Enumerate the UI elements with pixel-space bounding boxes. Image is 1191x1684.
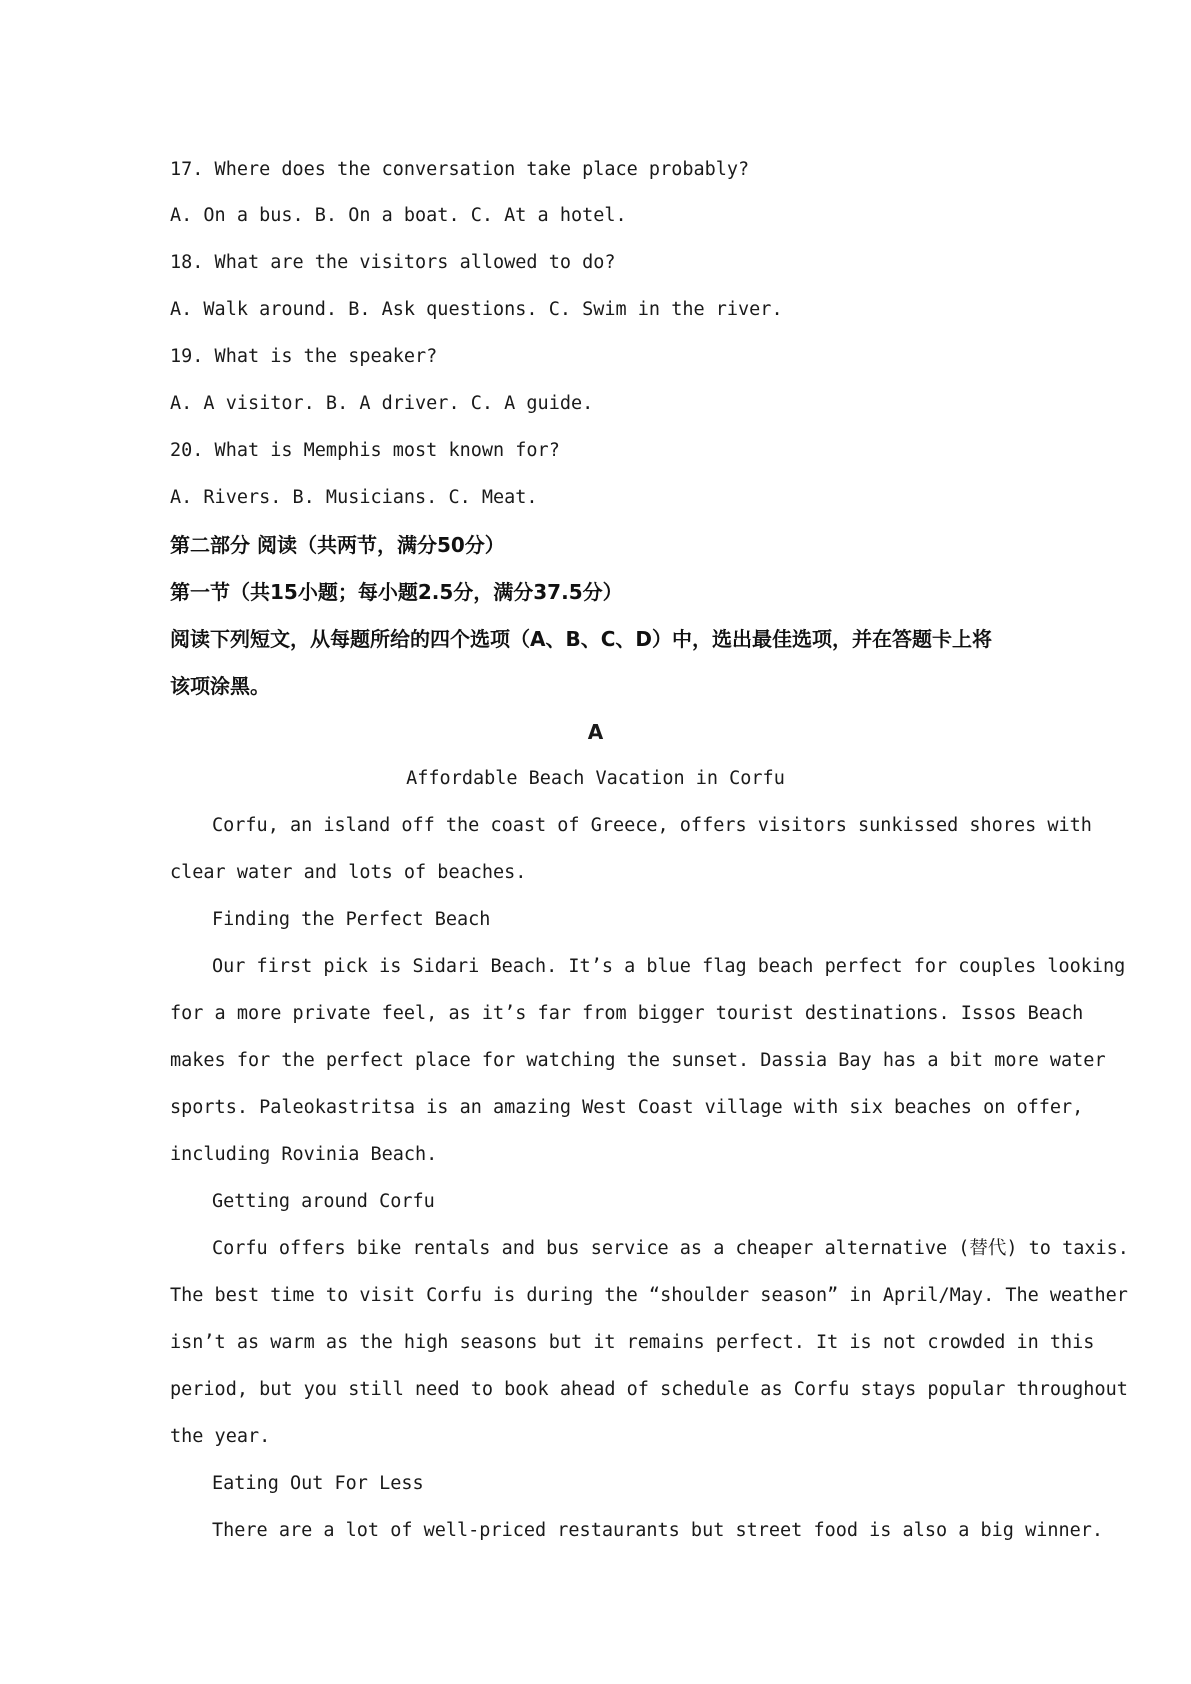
beach-paragraph-line-2: for a more private feel, as it’s far from bigger tourist destinations. Issos Beach — [170, 1003, 1084, 1024]
eating-paragraph-line-1: There are a lot of well-priced restaurants but street food is also a big winner. — [212, 1520, 1104, 1541]
intro-line-2: clear water and lots of beaches. — [170, 862, 527, 883]
section-heading-eating: Eating Out For Less — [212, 1473, 424, 1494]
transport-paragraph-line-2: The best time to visit Corfu is during the “shoulder season” in April/May. The weather — [170, 1285, 1128, 1306]
section-heading-transport: Getting around Corfu — [212, 1191, 435, 1212]
intro-line-1: Corfu, an island off the coast of Greece, offers visitors sunkissed shores with — [212, 815, 1092, 836]
beach-paragraph-line-5: including Rovinia Beach. — [170, 1144, 438, 1165]
question-18-options: A. Walk around. B. Ask questions. C. Swim in the river. — [170, 299, 783, 320]
question-17-options: A. On a bus. B. On a boat. C. At a hotel. — [170, 205, 627, 226]
transport-paragraph-line-4: period, but you still need to book ahead of schedule as Corfu stays popular throughout — [170, 1379, 1128, 1400]
question-17-prompt: 17. Where does the conversation take place probably? — [170, 159, 750, 180]
transport-paragraph-line-3: isn’t as warm as the high seasons but it remains perfect. It is not crowded in this — [170, 1332, 1095, 1353]
part-heading: 第二部分 阅读（共两节，满分50分） — [170, 533, 505, 557]
passage-title: Affordable Beach Vacation in Corfu — [406, 768, 785, 789]
instruction-line-2: 该项涂黑。 — [170, 674, 270, 698]
beach-paragraph-line-3: makes for the perfect place for watching the sunset. Dassia Bay has a bit more water — [170, 1050, 1106, 1071]
question-19-prompt: 19. What is the speaker? — [170, 346, 438, 367]
instruction-line-1: 阅读下列短文，从每题所给的四个选项（A、B、C、D）中，选出最佳选项，并在答题卡上将 — [170, 627, 993, 651]
beach-paragraph-line-4: sports. Paleokastritsa is an amazing West Coast village with six beaches on offer, — [170, 1097, 1084, 1118]
section-heading-beach: Finding the Perfect Beach — [212, 909, 491, 930]
transport-paragraph-line-5: the year. — [170, 1426, 271, 1447]
passage-letter: A — [587, 720, 604, 744]
subsection-heading: 第一节（共15小题；每小题2.5分，满分37.5分） — [170, 580, 623, 604]
question-20-options: A. Rivers. B. Musicians. C. Meat. — [170, 487, 538, 508]
question-20-prompt: 20. What is Memphis most known for? — [170, 440, 560, 461]
beach-paragraph-line-1: Our first pick is Sidari Beach. It’s a blue flag beach perfect for couples looking — [212, 956, 1126, 977]
question-18-prompt: 18. What are the visitors allowed to do? — [170, 252, 616, 273]
transport-paragraph-line-1: Corfu offers bike rentals and bus service as a cheaper alternative (替代) to taxis. — [212, 1238, 1129, 1259]
question-19-options: A. A visitor. B. A driver. C. A guide. — [170, 393, 594, 414]
